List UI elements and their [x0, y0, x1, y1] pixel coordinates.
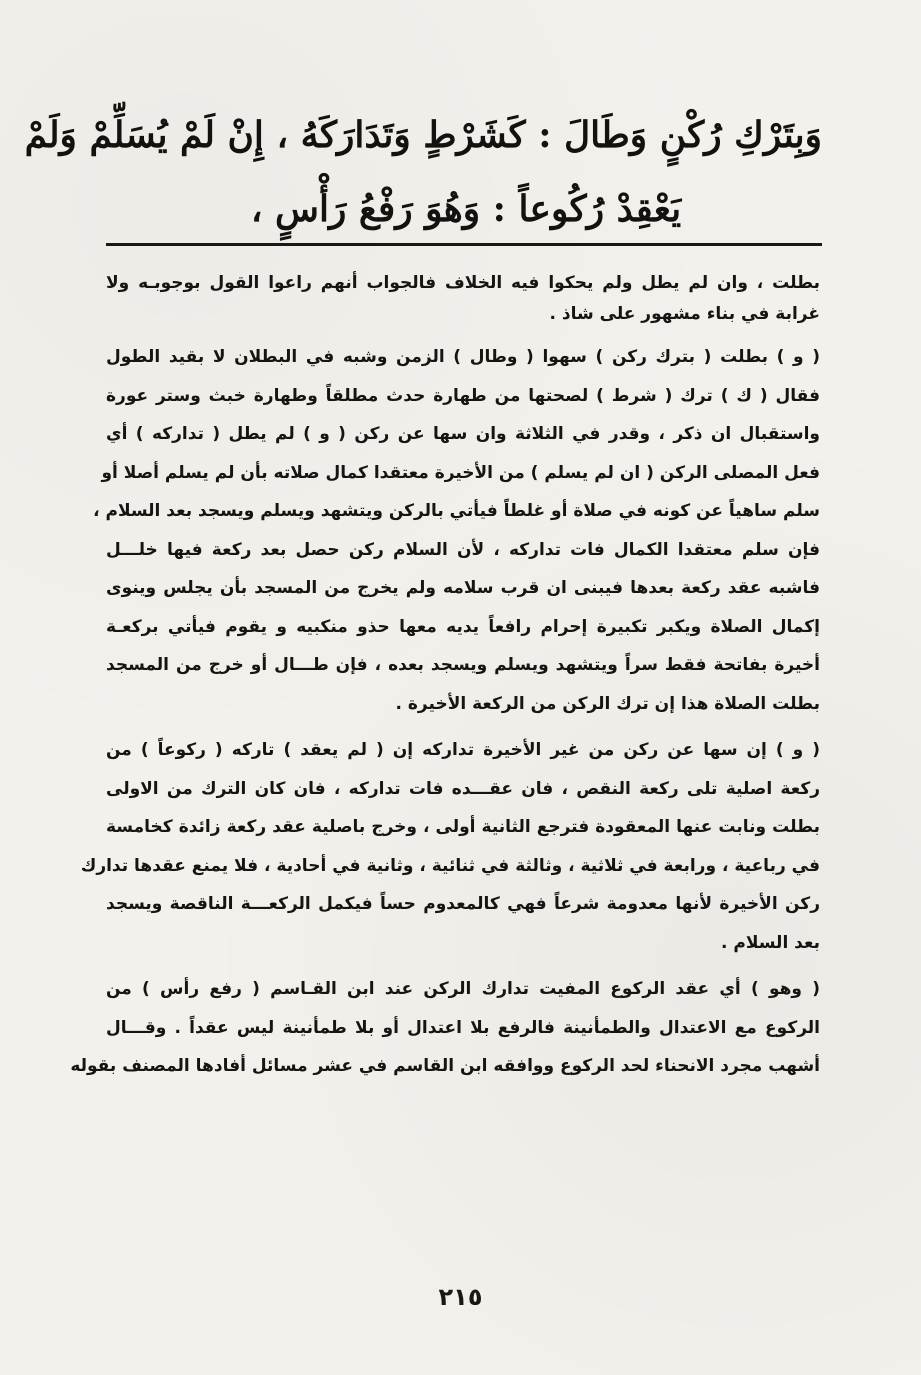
commentary-line: أخيرة بفاتحة فقط سراً ويتشهد ويسلم ويسجد بعده ، فإن طـــال أو خرج من المسجد — [106, 655, 820, 675]
commentary-line: بعد السلام . — [721, 932, 820, 953]
commentary-line: ركن الأخيرة لأنها معدومة شرعاً فهي كالمعدوم حساً فيكمل الركعـــة الناقصة ويسجد — [106, 894, 820, 914]
commentary-line: ( وهو ) أي عقد الركوع المفيت تدارك الركن عند ابن القـاسم ( رفع رأس ) من — [106, 979, 820, 999]
commentary-paragraph — [70, 970, 820, 1086]
commentary-line: فاشبه عقد ركعة بعدها فيبنى ان قرب سلامه ولم يخرج من المسجد بأن يجلس وينوى — [106, 578, 820, 598]
commentary-line: فإن سلم معتقدا الكمال فات تداركه ، لأن السلام ركن حصل بعد ركعة فيها خلـــل — [106, 539, 820, 560]
commentary-text — [70, 268, 820, 1094]
commentary-line: غرابة في بناء مشهور على شاذ . — [549, 304, 820, 324]
commentary-line: أشهب مجرد الانحناء لحد الركوع ووافقه ابن القاسم في عشر مسائل أفادها المصنف بقوله — [70, 1056, 820, 1076]
commentary-line: فقال ( ك ) ترك ( شرط ) لصحتها من طهارة حدث مطلقاً وطهارة خبث وستر عورة — [106, 385, 820, 406]
commentary-paragraph — [93, 338, 820, 723]
commentary-line: ركعة اصلية تلى ركعة النقص ، فان عقـــده فات تداركه ، فان كان الترك من الاولى — [106, 778, 820, 799]
commentary-line: ( و ) بطلت ( بترك ركن ) سهوا ( وطال ) الزمن وشبه في البطلان لا بقيد الطول — [106, 347, 820, 367]
commentary-line: فعل المصلى الركن ( ان لم يسلم ) من الأخيرة معتقدا كمال صلاته بأن لم يسلم أصلا أو — [101, 462, 820, 483]
commentary-line: بطلت ، وان لم يطل ولم يحكوا فيه الخلاف فالجواب أنهم راعوا القول بوجوبـه ولا — [106, 273, 820, 293]
separator-rule — [106, 243, 822, 246]
matn-text — [24, 98, 822, 246]
matn-line: يَعْقِدْ رُكُوعاً : وَهُوَ رَفْعُ رَأْسٍ ، — [250, 188, 682, 230]
commentary-line: سلم ساهياً عن كونه في صلاة أو غلطاً فيأتي بالركن ويتشهد ويسلم ويسجد بعد السلام ، — [93, 501, 820, 521]
commentary-line: الركوع مع الاعتدال والطمأنينة فالرفع بلا اعتدال أو بلا طمأنينة ليس عقداً . وقـــال — [106, 1017, 820, 1038]
commentary-line: واستقبال ان ذكر ، وقدر في الثلاثة وان سها عن ركن ( و ) لم يطل ( تداركه ) أي — [106, 424, 820, 444]
commentary-line: ( و ) إن سها عن ركن من غير الأخيرة تداركه إن ( لم يعقد ) تاركه ( ركوعاً ) من — [106, 740, 820, 760]
commentary-line: في رباعية ، ورابعة في ثلاثية ، وثالثة في ثنائية ، وثانية في أحادية ، فلا يمنع عقدها تدارك — [80, 855, 820, 876]
commentary-line: بطلت ونابت عنها المعقودة فترجع الثانية أولى ، وخرج باصلية عقد ركعة زائدة كخامسة — [106, 817, 820, 837]
commentary-line: إكمال الصلاة ويكبر تكبيرة إحرام رافعاً يديه معها حذو منكبيه و يقوم فيأتي بركعـة — [106, 616, 820, 637]
commentary-line: بطلت الصلاة هذا إن ترك الركن من الركعة الأخيرة . — [395, 693, 820, 714]
matn-line: وَبِتَرْكِ رُكْنٍ وَطَالَ : كَشَرْطٍ وَتَدَارَكَهُ ، إِنْ لَمْ يُسَلِّمْ وَلَمْ — [24, 114, 822, 156]
commentary-paragraph — [80, 731, 820, 962]
commentary-paragraph — [106, 268, 820, 330]
page-number: ٢١٥ — [438, 1283, 483, 1311]
